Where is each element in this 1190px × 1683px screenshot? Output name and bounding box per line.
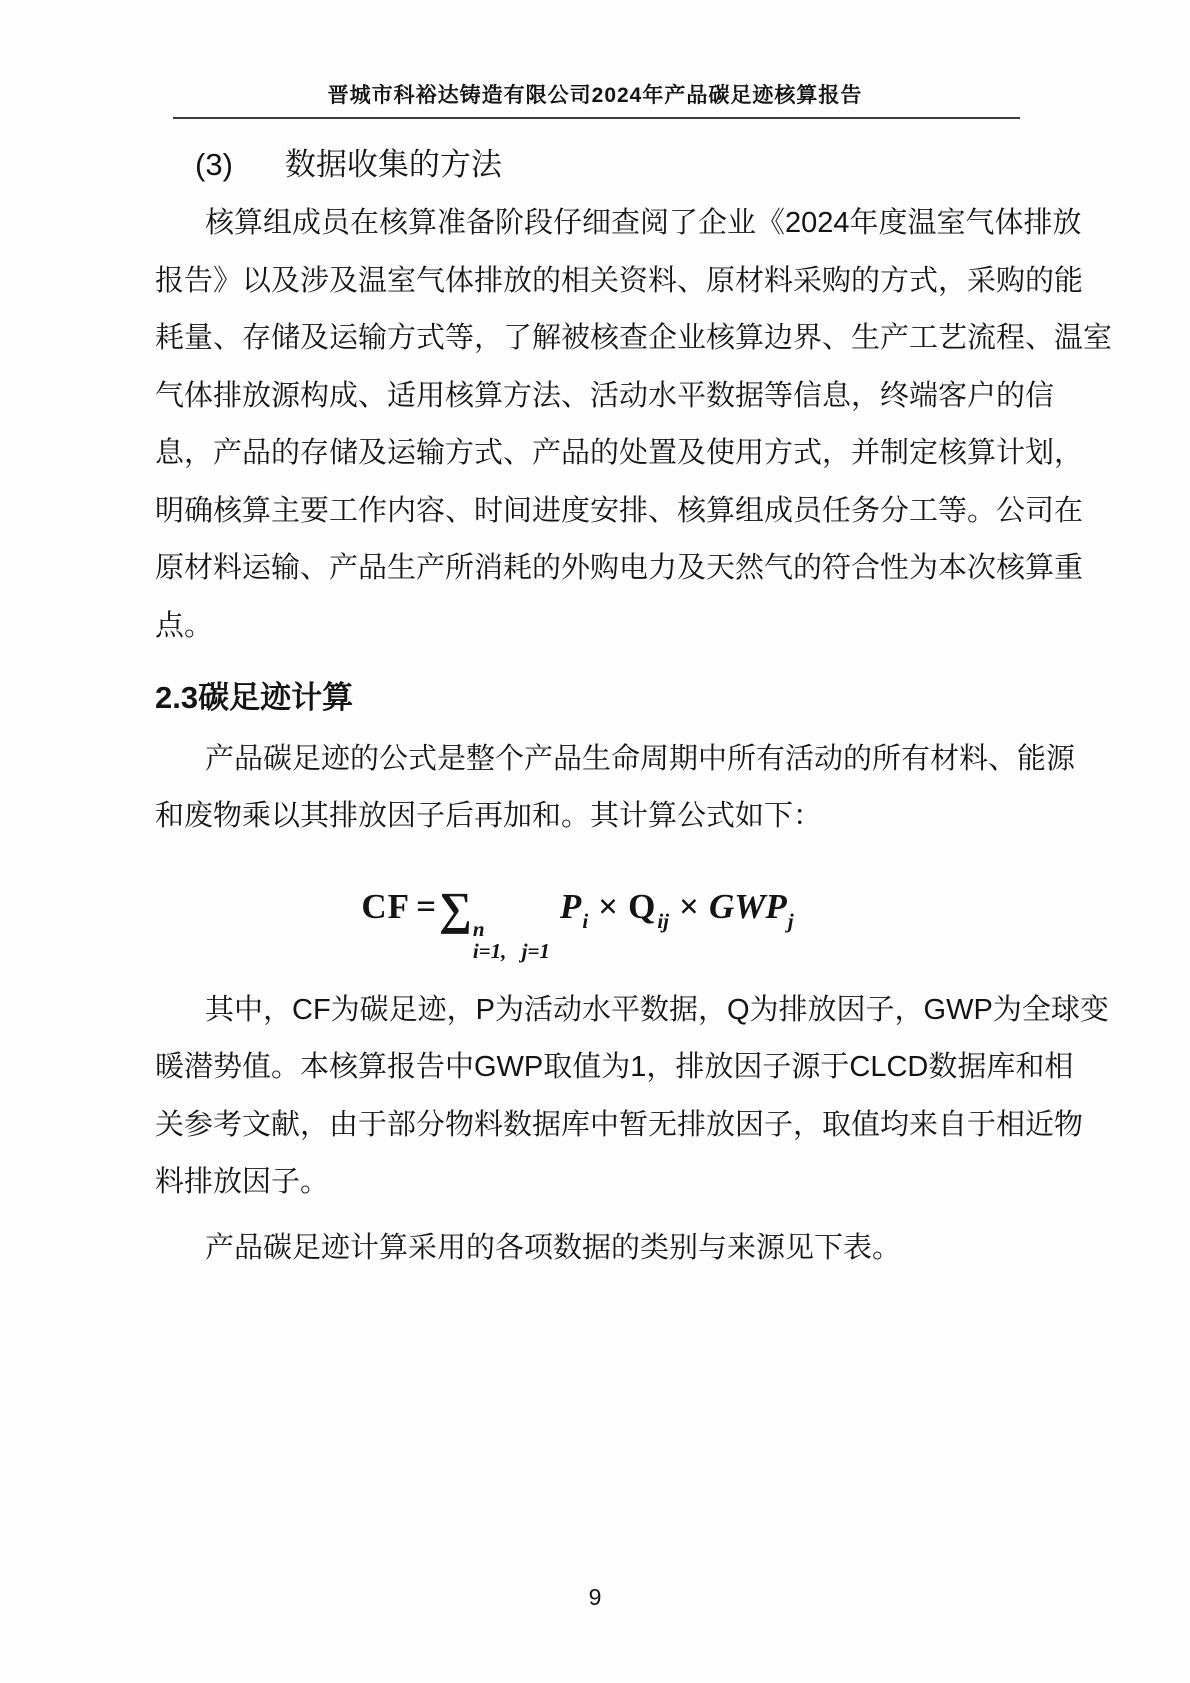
text-line: 其中，CF为碳足迹，P为活动水平数据，Q为排放因子，GWP为全球变 bbox=[205, 993, 1109, 1026]
formula-term-p-subscript: i bbox=[582, 908, 589, 933]
header-divider bbox=[173, 117, 1020, 119]
text-line: 气体排放源构成、适用核算方法、活动水平数据等信息，终端客户的信 bbox=[155, 379, 1055, 412]
text-line: 核算组成员在核算准备阶段仔细查阅了企业《2024年度温室气体排放 bbox=[205, 207, 1082, 239]
section-3-title: 数据收集的方法 bbox=[284, 147, 502, 182]
carbon-footprint-formula bbox=[155, 872, 1000, 962]
section-3-heading bbox=[155, 147, 1040, 183]
formula-upper-limit: n bbox=[472, 916, 485, 941]
text-line: 和废物乘以其排放因子后再加和。其计算公式如下： bbox=[155, 800, 823, 832]
page-number: 9 bbox=[588, 1584, 602, 1610]
text-line: 产品碳足迹的公式是整个产品生命周期中所有活动的所有材料、能源 bbox=[205, 742, 1076, 775]
text-line: 产品碳足迹计算采用的各项数据的类别与来源见下表。 bbox=[205, 1231, 902, 1264]
formula-term-p: P bbox=[559, 886, 582, 926]
paragraph-formula-explanation bbox=[155, 982, 1109, 1212]
paragraph-data-source-note bbox=[155, 1220, 1040, 1278]
text-line: 耗量、存储及运输方式等，了解被核查企业核算边界、生产工艺流程、温室 bbox=[155, 322, 1113, 354]
section-2-3-heading: 2.3碳足迹计算 bbox=[155, 680, 354, 715]
formula-sigma-limits bbox=[473, 918, 550, 962]
report-header-title: 晋城市科裕达铸造有限公司2024年产品碳足迹核算报告 bbox=[327, 84, 863, 107]
text-line: 点。 bbox=[155, 609, 214, 642]
text-line: 暖潜势值。本核算报告中GWP取值为1，排放因子源于CLCD数据库和相 bbox=[155, 1051, 1074, 1084]
text-line: 料排放因子。 bbox=[155, 1166, 330, 1199]
formula-term-q-subscript: ij bbox=[657, 908, 670, 933]
page-content bbox=[155, 147, 1113, 1277]
text-line: 原材料运输、产品生产所消耗的外购电力及天然气的符合性为本次核算重 bbox=[155, 552, 1084, 584]
formula-multiply-icon: × bbox=[679, 886, 699, 926]
formula-lower-limit: i=1, j=1 bbox=[472, 938, 550, 963]
text-line: 明确核算主要工作内容、时间进度安排、核算组成员任务分工等。公司在 bbox=[155, 494, 1084, 527]
formula-multiply-icon: × bbox=[598, 886, 619, 926]
formula-lhs: CF bbox=[361, 886, 411, 926]
paragraph-data-collection bbox=[155, 195, 1113, 655]
paragraph-formula-intro bbox=[155, 731, 1076, 846]
formula-term-q: Q bbox=[628, 886, 657, 926]
formula-term-gwp: GWP bbox=[708, 886, 787, 926]
section-3-number: (3) bbox=[195, 147, 233, 182]
formula-sigma-icon: ∑ bbox=[439, 882, 472, 934]
text-line: 报告》以及涉及温室气体排放的相关资料、原材料采购的方式，采购的能 bbox=[155, 264, 1084, 297]
formula-term-gwp-subscript: j bbox=[787, 908, 794, 933]
text-line: 关参考文献，由于部分物料数据库中暂无排放因子，取值均来自于相近物 bbox=[155, 1108, 1084, 1141]
text-line: 息，产品的存储及运输方式、产品的处置及使用方式，并制定核算计划， bbox=[155, 437, 1084, 469]
formula-equals: = bbox=[416, 886, 438, 926]
